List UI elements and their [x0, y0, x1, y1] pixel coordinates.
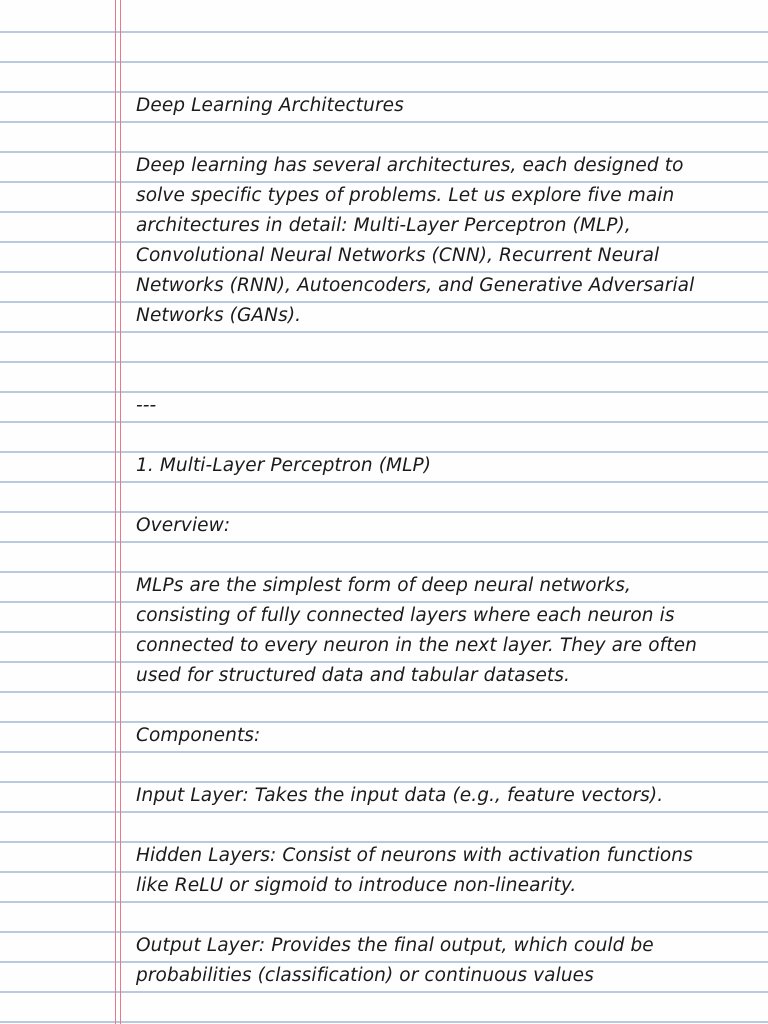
overview-line: consisting of fully connected layers where each neuron is [136, 605, 675, 626]
blank-line [136, 121, 746, 151]
blank-line [136, 751, 746, 781]
handwritten-text [136, 91, 746, 991]
intro-line: Convolutional Neural Networks (CNN), Recurrent Neural [136, 245, 660, 266]
margin-line-right [120, 0, 121, 1024]
blank-line [136, 811, 746, 841]
blank-line [136, 421, 746, 451]
components-label: Components: [136, 725, 261, 746]
intro-line: solve specific types of problems. Let us explore five main [136, 185, 675, 206]
overview-line: MLPs are the simplest form of deep neural networks, [136, 575, 631, 596]
intro-line: Networks (GANs). [136, 305, 302, 326]
hidden-layers-line: Hidden Layers: Consist of neurons with activation functions [136, 845, 693, 866]
blank-line [136, 361, 746, 391]
blank-line [136, 331, 746, 361]
blank-line [136, 481, 746, 511]
output-layer-line: probabilities (classification) or continuous values [136, 965, 594, 986]
document-title: Deep Learning Architectures [136, 95, 404, 116]
overview-line: used for structured data and tabular datasets. [136, 665, 570, 686]
margin-line-left [115, 0, 116, 1024]
overview-label: Overview: [136, 515, 231, 536]
section-separator: --- [136, 395, 157, 416]
output-layer-line: Output Layer: Provides the final output, which could be [136, 935, 654, 956]
intro-line: Deep learning has several architectures, each designed to [136, 155, 684, 176]
intro-line: architectures in detail: Multi-Layer Perceptron (MLP), [136, 215, 631, 236]
section-heading: 1. Multi-Layer Perceptron (MLP) [136, 455, 432, 476]
hidden-layers-line: like ReLU or sigmoid to introduce non-linearity. [136, 875, 577, 896]
blank-line [136, 901, 746, 931]
overview-line: connected to every neuron in the next layer. They are often [136, 635, 697, 656]
blank-line [136, 691, 746, 721]
intro-line: Networks (RNN), Autoencoders, and Generative Adversarial [136, 275, 695, 296]
blank-line [136, 541, 746, 571]
input-layer-line: Input Layer: Takes the input data (e.g., feature vectors). [136, 785, 664, 806]
